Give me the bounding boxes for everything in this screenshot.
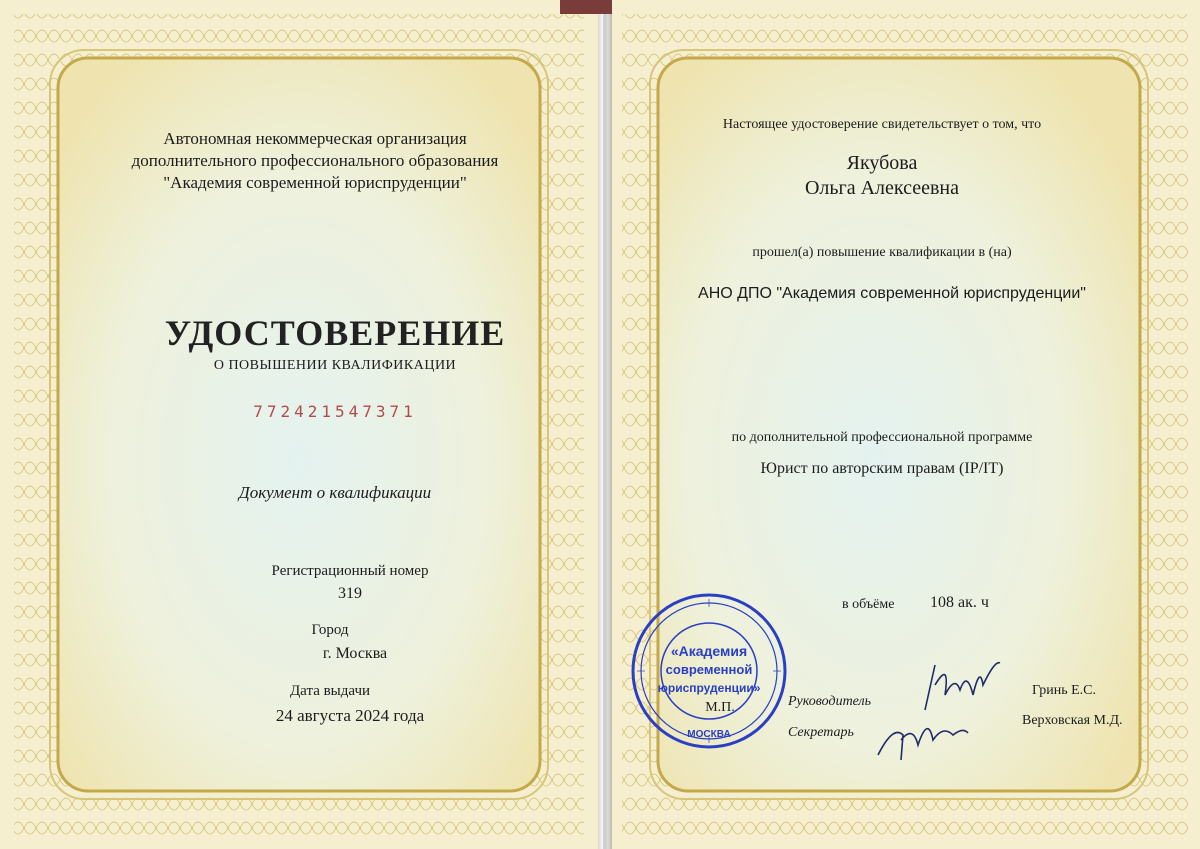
organization-stamp xyxy=(630,592,788,750)
program-label: по дополнительной профессиональной программе xyxy=(731,430,1033,445)
intro-text: Настоящее удостоверение свидетельствует о том, что xyxy=(722,117,1042,132)
binding-cord xyxy=(603,0,607,849)
head-label: Руководитель xyxy=(788,694,872,709)
secretary-label: Секретарь xyxy=(788,725,854,740)
document-type: Документ о квалификации xyxy=(238,483,432,502)
holder-names: Ольга Алексеевна xyxy=(804,177,960,199)
holder-surname: Якубова xyxy=(846,152,918,174)
academy-name: АНО ДПО "Академия современной юриспруденции" xyxy=(698,285,1086,302)
certificate-title: УДОСТОВЕРЕНИЕ xyxy=(164,313,506,353)
city-value: г. Москва xyxy=(322,645,388,662)
stamp-bottom: МОСКВА xyxy=(687,729,731,740)
volume-label: в объёме xyxy=(842,597,895,612)
head-name: Гринь Е.С. xyxy=(1032,683,1096,698)
serial-number: 772421547371 xyxy=(253,402,417,421)
stamp-line-2: современной xyxy=(665,662,753,677)
issue-date-label: Дата выдачи xyxy=(289,683,371,699)
stamp-line-3: юриспруденции» xyxy=(657,681,761,695)
registration-number: 319 xyxy=(338,585,362,602)
city-label: Город xyxy=(311,622,349,638)
organization-name: Автономная некоммерческая организация дополнительного профессионального образования "Академия современной юриспруденции" xyxy=(131,129,499,192)
secretary-name: Верховская М.Д. xyxy=(1022,713,1123,728)
passed-text: прошел(а) повышение квалификации в (на) xyxy=(752,245,1012,260)
issue-date: 24 августа 2024 года xyxy=(275,706,425,725)
seal-place-mark: М.П. xyxy=(705,700,735,715)
stamp-line-1: «Академия xyxy=(670,643,748,659)
left-page xyxy=(0,0,598,849)
registration-label: Регистрационный номер xyxy=(271,563,429,579)
program-name: Юрист по авторским правам (IP/IT) xyxy=(760,460,1004,477)
certificate-subtitle: О ПОВЫШЕНИИ КВАЛИФИКАЦИИ xyxy=(213,358,457,373)
volume-value: 108 ак. ч xyxy=(930,594,989,611)
secretary-signature xyxy=(873,705,973,765)
